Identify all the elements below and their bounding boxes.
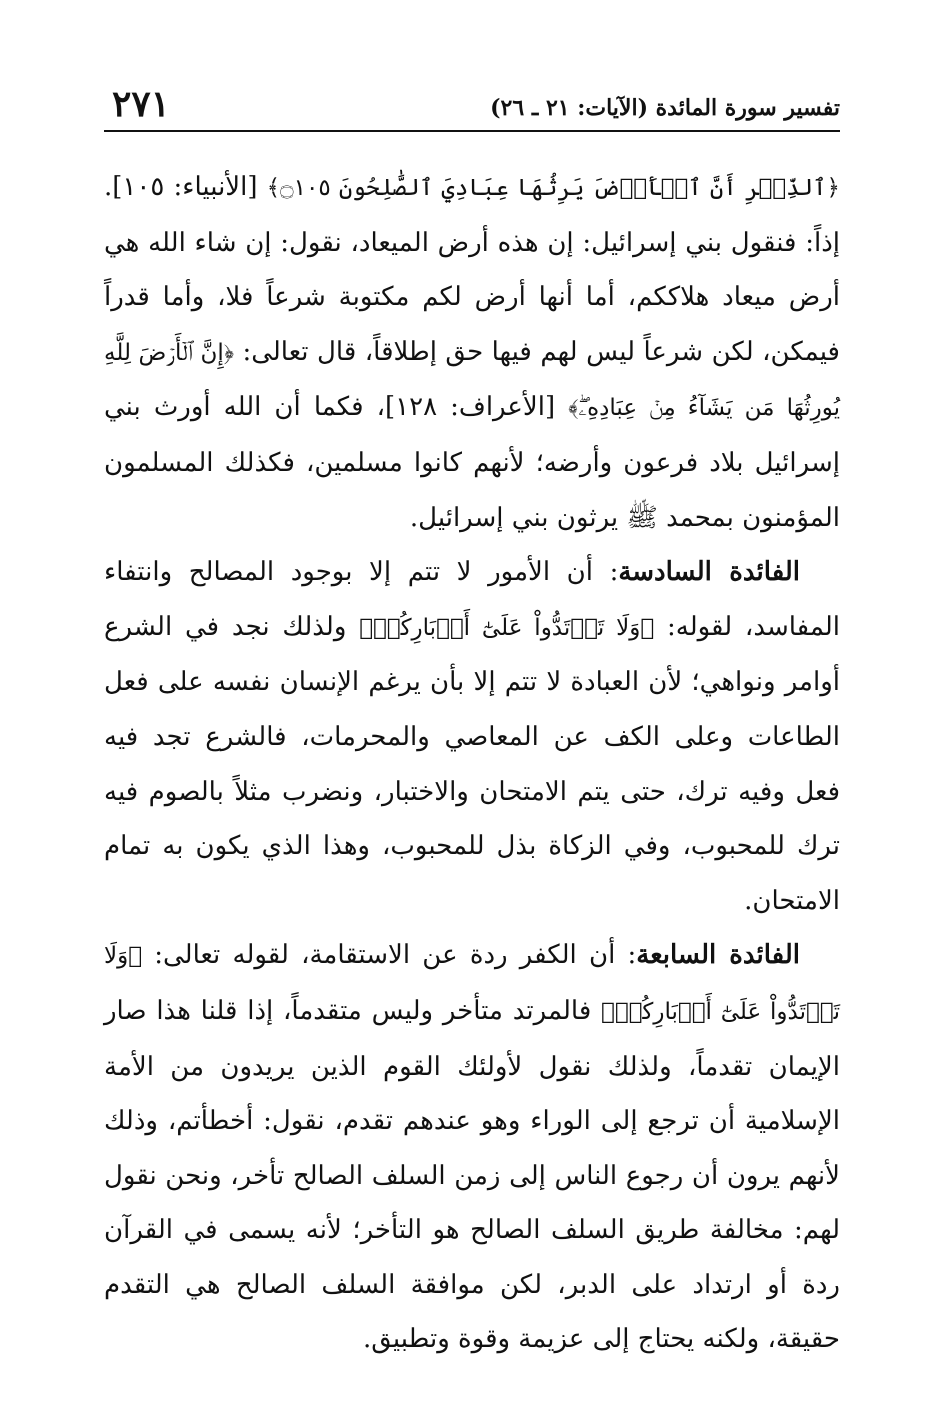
running-title: تفسير سورة المائدة (الآيات: ٢١ ـ ٢٦) [490, 95, 840, 121]
page-body [104, 160, 840, 1367]
paragraph-text: : أن الأمور لا تتم إلا بوجود المصالح وانتفاء المفاسد، لقوله: [104, 557, 841, 642]
page-number: ٢٧١ [112, 83, 171, 125]
paragraph-text: ولذلك نجد في الشرع أوامر ونواهي؛ لأن العبادة لا تتم إلا بأن يرغم الإنسان نفسه على فعل الطاعات وعلى الكف عن المعاصي والمحرمات، فالشرع تجد فيه فعل وفيه ترك، حتى يتم الامتحان والاختبار، ونضرب مثلاً بالصوم فيه ترك للمحبوب، وفي الزكاة بذل للمحبوب، وهذا الذي يكون به تمام الامتحان. [104, 611, 840, 916]
paragraph-continuation [104, 160, 840, 545]
page-header [104, 78, 840, 132]
paragraph-text: [الأعراف: ١٢٨]، فكما أن الله أورث بني إسرائيل بلاد فرعون وأرضه؛ لأنهم كانوا مسلمين، فكذلك المسلمون المؤمنون بمحمد ﷺ يرثون بني إسرائيل. [104, 392, 840, 533]
paragraph-benefit-seven [104, 928, 840, 1367]
benefit-heading: الفائدة السابعة [636, 940, 800, 971]
paragraph-benefit-six [104, 545, 840, 928]
quran-verse: ﴿ٱلذِّكۡرِ أَنَّ ٱلۡأَرۡضَ يَرِثُهَا عِبَادِيَ ٱلصَّٰلِحُونَ ۝١٠٥﴾ [266, 175, 840, 201]
paragraph-text: فالمرتد متأخر وليس متقدماً، إذا قلنا هذا صار الإيمان تقدماً، ولذلك نقول لأولئك القوم الذين يريدون من الأمة الإسلامية أن ترجع إلى الوراء وهو عندهم تقدم، نقول: أخطأتم، وذلك لأنهم يرون أن رجوع الناس إلى زمن السلف الصالح تأخر، ونحن نقول لهم: مخالفة طريق السلف الصالح هو التأخر؛ لأنه يسمى في القرآن ردة أو ارتداد على الدبر، لكن موافقة السلف الصالح هي التقدم حقيقة، ولكنه يحتاج إلى عزيمة وقوة وتطبيق. [104, 995, 840, 1355]
quran-verse: ﴿إِنَّ ٱلۡأَرۡضَ لِلَّهِ يُورِثُهَا مَن يَشَآءُ مِنۡ عِبَادِهِۦۖ﴾ [104, 339, 840, 422]
paragraph-text: [الأنبياء: ١٠٥]. إذاً: فنقول بني إسرائيل: إن هذه أرض الميعاد، نقول: إن شاء الله هي أرض ميعاد هلاككم، أما أنها أرض لكم مكتوبة شرعاً فلا، وأما قدراً فيمكن، لكن شرعاً ليس لهم فيها حق إطلاقاً، قال تعالى: [104, 172, 840, 367]
quran-verse: ﴿وَلَا تَرۡتَدُّواْ عَلَىٰٓ أَدۡبَارِكُمۡ﴾ [104, 943, 840, 1025]
benefit-heading: الفائدة السادسة [618, 557, 800, 588]
quran-verse: ﴿وَلَا تَرۡتَدُّواْ عَلَىٰٓ أَدۡبَارِكُمۡ﴾ [359, 614, 655, 641]
paragraph-text: : أن الكفر ردة عن الاستقامة، لقوله تعالى: [142, 940, 637, 971]
